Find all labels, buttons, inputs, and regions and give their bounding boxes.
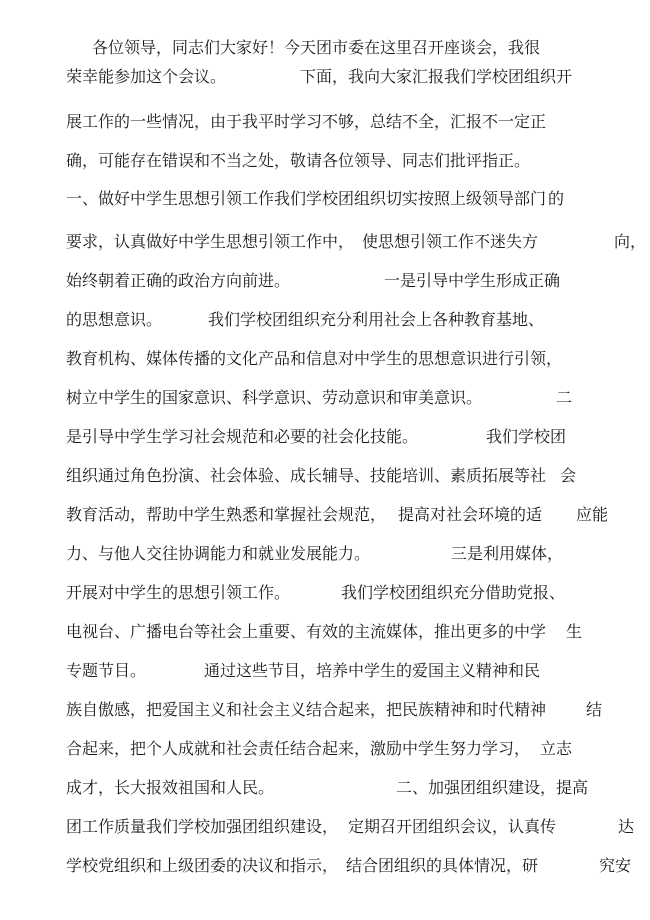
text-line [0, 184, 650, 214]
text-line [0, 107, 650, 137]
text-segment: 一、做好中学生思想引领工作我们学校团组织切实按照上级领导部门 [66, 189, 547, 208]
text-segment: 究安 [599, 856, 632, 875]
text-line [0, 422, 650, 452]
text-segment: 组织通过角色扮演、社会体验、成长辅导、技能培训、素质拓展等社 [66, 466, 547, 485]
text-line [0, 146, 650, 176]
text-segment: 族自傲感，把爱国主义和社会主义结合起来，把民族精神和时代精神 [66, 700, 547, 719]
text-segment: 的思想意识。 [66, 310, 163, 329]
text-segment: 的 [548, 189, 565, 208]
text-segment: 应能 [576, 505, 609, 524]
text-segment: 我们学校团 [486, 427, 567, 446]
text-segment: 开展对中学生的思想引领工作。 [66, 583, 291, 602]
text-segment: 结 [586, 700, 603, 719]
text-segment: 一是引导中学生形成正确 [384, 271, 561, 290]
text-segment: 各位领导，同志们大家好！今天团市委在这里召开座谈会，我很 [92, 38, 541, 57]
text-segment: 我们学校团组织充分借助党报、 [341, 583, 566, 602]
text-line [0, 383, 650, 413]
text-segment: 学校党组织和上级团委的决议和指示， [66, 856, 339, 875]
text-segment: 提高对社会环境的适 [398, 505, 543, 524]
text-segment: 达 [618, 817, 635, 836]
text-line [0, 695, 650, 725]
text-line [0, 305, 650, 335]
text-line [0, 656, 650, 686]
text-line [0, 461, 650, 491]
text-line [0, 578, 650, 608]
text-segment: 下面，我向大家汇报我们学校团组织开 [300, 67, 573, 86]
text-line [0, 33, 650, 63]
text-segment: 专题节目。 [66, 661, 147, 680]
text-segment: 成才，长大报效祖国和人民。 [66, 778, 275, 797]
text-segment: 教育机构、媒体传播的文化产品和信息对中学生的思想意识进行引领， [66, 349, 563, 368]
text-segment: 确，可能存在错误和不当之处，敬请各位领导、同志们批评指正。 [66, 151, 531, 170]
text-line [0, 500, 650, 530]
text-segment: 我们学校团组织充分利用社会上各种教育基地、 [208, 310, 545, 329]
text-segment: 向， [614, 232, 647, 251]
text-line [0, 62, 650, 92]
text-line [0, 617, 650, 647]
text-line [0, 266, 650, 296]
text-segment: 合起来，把个人成就和社会责任结合起来，激励中学生努力学习， [66, 739, 531, 758]
text-segment: 二 [556, 388, 573, 407]
text-line [0, 539, 650, 569]
text-line [0, 851, 650, 881]
text-segment: 要求，认真做好中学生思想引领工作中， [66, 232, 355, 251]
text-segment: 生 [566, 622, 583, 641]
text-line [0, 773, 650, 803]
text-segment: 三是利用媒体， [451, 544, 564, 563]
text-segment: 会 [560, 466, 577, 485]
text-segment: 树立中学生的国家意识、科学意识、劳动意识和审美意识。 [66, 388, 483, 407]
text-segment: 始终朝着正确的政治方向前进。 [66, 271, 291, 290]
text-segment: 二、加强团组织建设，提高 [396, 778, 589, 797]
text-line [0, 344, 650, 374]
text-line [0, 227, 650, 257]
text-segment: 团工作质量我们学校加强团组织建设， [66, 817, 339, 836]
text-segment: 荣幸能参加这个会议。 [66, 67, 227, 86]
text-segment: 力、与他人交往协调能力和就业发展能力。 [66, 544, 371, 563]
text-segment: 通过这些节目，培养中学生的爱国主义精神和民 [204, 661, 541, 680]
text-segment: 结合团组织的具体情况，研 [346, 856, 539, 875]
text-segment: 定期召开团组织会议，认真传 [348, 817, 557, 836]
text-segment: 电视台、广播电台等社会上重要、有效的主流媒体，推出更多的中学 [66, 622, 547, 641]
text-line [0, 734, 650, 764]
text-line [0, 812, 650, 842]
text-segment: 是引导中学生学习社会规范和必要的社会化技能。 [66, 427, 419, 446]
text-segment: 教育活动，帮助中学生熟悉和掌握社会规范， [66, 505, 387, 524]
text-segment: 使思想引领工作不迷失方 [362, 232, 539, 251]
text-segment: 立志 [540, 739, 573, 758]
text-segment: 展工作的一些情况，由于我平时学习不够，总结不全，汇报不一定正 [66, 112, 547, 131]
